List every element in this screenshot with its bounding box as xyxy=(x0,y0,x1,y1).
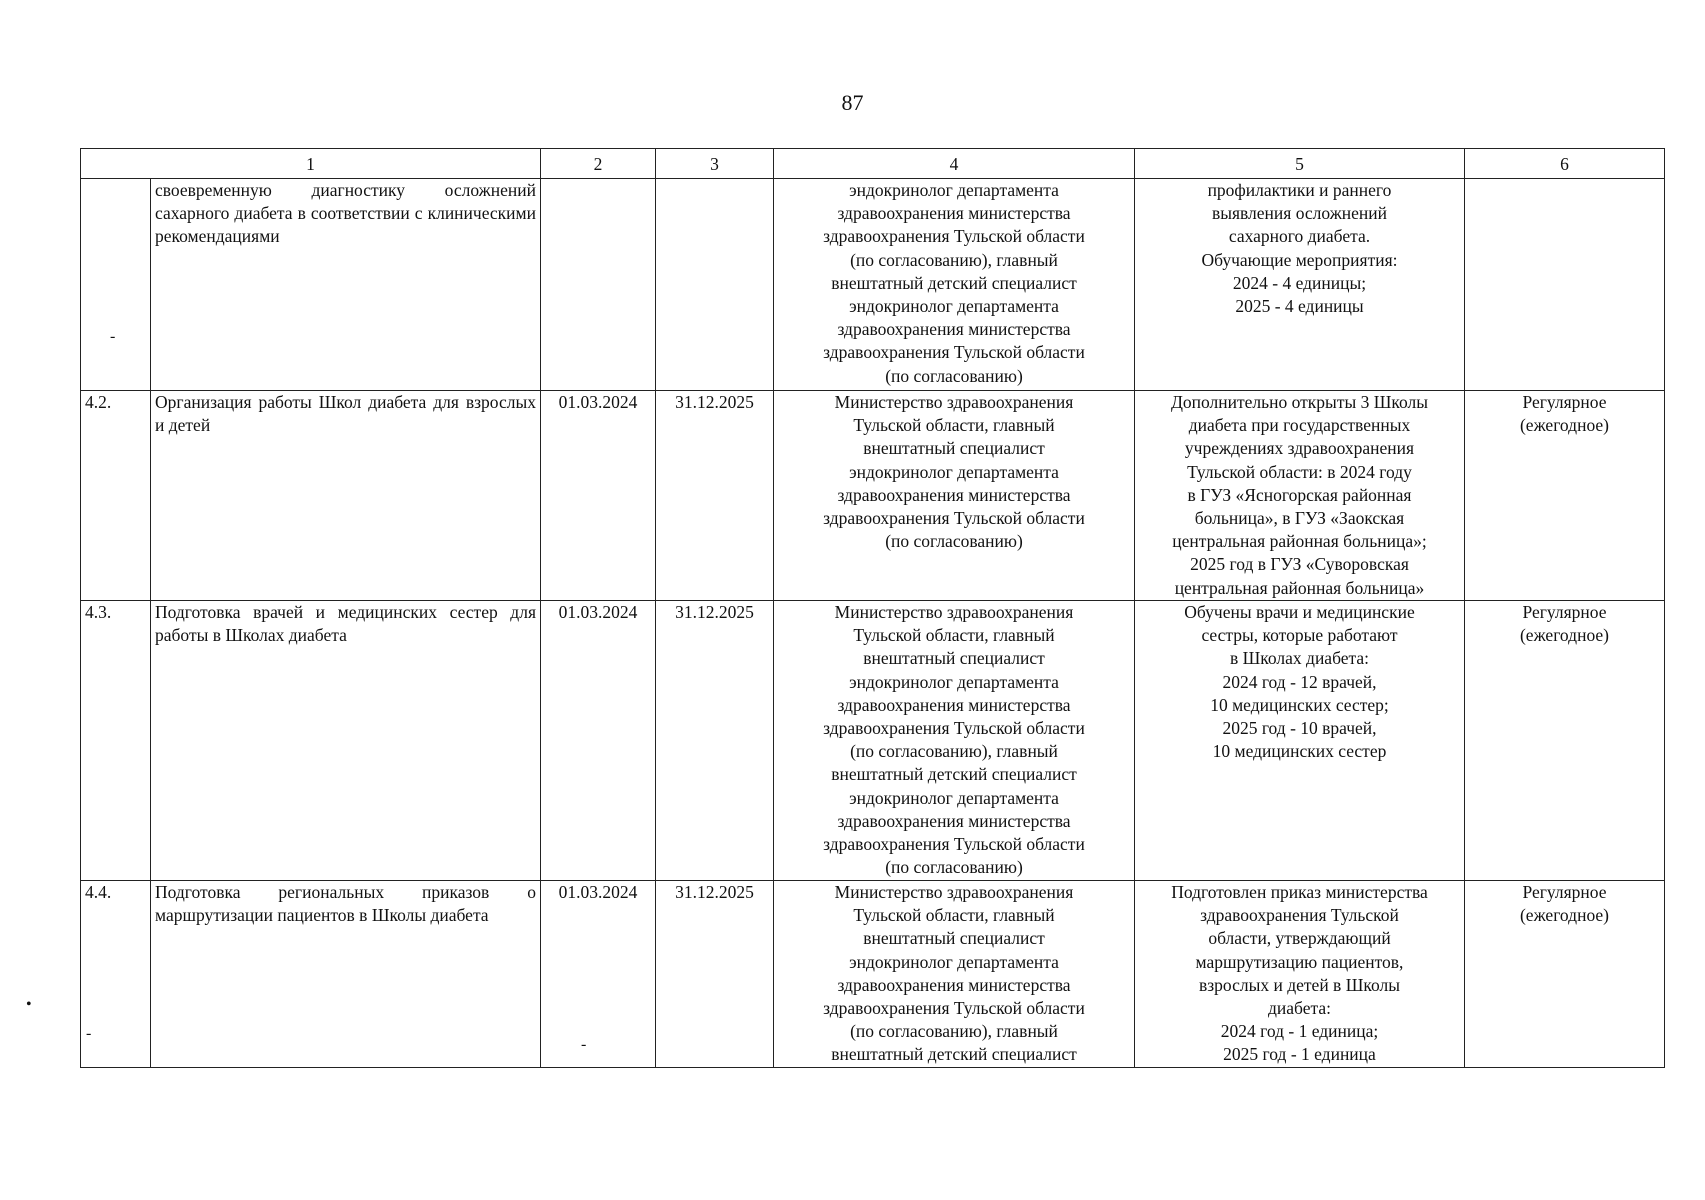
start-date: 01.03.2024 xyxy=(541,601,656,881)
responsible-cell xyxy=(774,391,1135,601)
cell-line: внештатный специалист xyxy=(863,648,1045,669)
cell-line: здравоохранения Тульской области xyxy=(823,834,1085,855)
cell-line: 2025 год - 1 единица xyxy=(1223,1044,1376,1065)
cell-line: здравоохранения Тульской области xyxy=(823,508,1085,529)
cell-line: выявления осложнений xyxy=(1211,203,1388,224)
cell-line: эндокринолог департамента xyxy=(849,180,1059,200)
column-number-2: 2 xyxy=(541,149,656,179)
periodicity-cell xyxy=(1465,601,1665,881)
measure-title: Подготовка врачей и медицинских сестер для работы в Школах диабета xyxy=(151,601,541,881)
measure-title: своевременную диагностику осложнений сахарного диабета в соответствии с клиническими рекомендациями xyxy=(151,179,541,391)
scan-mark: - xyxy=(86,1025,92,1042)
cell-line: 2025 год - 10 врачей, xyxy=(1222,718,1377,739)
cell-line: 2025 - 4 единицы xyxy=(1235,296,1364,317)
row-number xyxy=(81,179,151,391)
cell-line: Тульской области, главный xyxy=(853,905,1055,926)
row-number: 4.2. xyxy=(81,391,151,601)
cell-line: внештатный детский специалист xyxy=(831,1044,1077,1065)
cell-line: профилактики и раннего xyxy=(1207,180,1392,200)
cell-line: диабета при государственных xyxy=(1188,415,1411,436)
row-number: 4.4. xyxy=(81,881,151,1068)
cell-line: Обучающие мероприятия: xyxy=(1201,249,1398,270)
scan-mark: - xyxy=(110,328,116,345)
cell-line: внештатный специалист xyxy=(863,928,1045,949)
scan-mark: - xyxy=(581,1036,587,1053)
cell-line: здравоохранения министерства xyxy=(837,694,1071,715)
end-date xyxy=(656,179,774,391)
end-date: 31.12.2025 xyxy=(656,881,774,1068)
cell-line: центральная районная больница»; xyxy=(1172,531,1427,552)
cell-line: учреждениях здравоохранения xyxy=(1184,438,1415,459)
cell-line: 2025 год в ГУЗ «Суворовская xyxy=(1190,554,1409,575)
cell-line: 2024 год - 1 единица; xyxy=(1220,1021,1379,1042)
result-cell xyxy=(1135,601,1465,881)
cell-line: 2024 - 4 единицы; xyxy=(1232,272,1367,293)
cell-line: Подготовлен приказ министерства xyxy=(1171,882,1428,902)
result-cell xyxy=(1135,391,1465,601)
periodicity-cell xyxy=(1465,881,1665,1068)
responsible-cell xyxy=(774,881,1135,1068)
column-number-4: 4 xyxy=(774,149,1135,179)
page-number: 87 xyxy=(841,90,864,115)
cell-line: эндокринолог департамента xyxy=(849,461,1059,482)
cell-line: 10 медицинских сестер; xyxy=(1210,694,1389,715)
cell-line: сахарного диабета. xyxy=(1228,226,1371,247)
table-row xyxy=(81,601,1665,881)
cell-line: Регулярное xyxy=(1522,392,1607,412)
cell-line: (ежегодное) xyxy=(1519,415,1610,436)
cell-line: области, утверждающий xyxy=(1208,928,1391,949)
cell-line: здравоохранения Тульской области xyxy=(823,342,1085,363)
cell-line: эндокринолог департамента xyxy=(849,951,1059,972)
cell-line: Тульской области: в 2024 году xyxy=(1187,461,1412,482)
periodicity-cell xyxy=(1465,391,1665,601)
cell-line: Тульской области, главный xyxy=(853,415,1055,436)
scan-mark: • xyxy=(26,996,32,1013)
cell-line: маршрутизацию пациентов, xyxy=(1195,951,1404,972)
cell-line: (по согласованию) xyxy=(885,531,1023,552)
cell-line: Дополнительно открыты 3 Школы xyxy=(1170,392,1428,412)
cell-line: центральная районная больница» xyxy=(1174,577,1425,598)
cell-line: эндокринолог департамента xyxy=(849,296,1059,317)
cell-line: (по согласованию) xyxy=(885,857,1023,878)
cell-line: Министерство здравоохранения xyxy=(834,882,1074,902)
cell-line: 10 медицинских сестер xyxy=(1212,741,1387,762)
column-number-5: 5 xyxy=(1135,149,1465,179)
cell-line: здравоохранения министерства xyxy=(837,810,1071,831)
result-cell xyxy=(1135,179,1465,391)
cell-line: здравоохранения Тульской xyxy=(1200,905,1399,926)
measure-title: Подготовка региональных приказов о маршрутизации пациентов в Школы диабета xyxy=(151,881,541,1068)
cell-line: здравоохранения Тульской области xyxy=(823,718,1085,739)
cell-line: внештатный детский специалист xyxy=(831,764,1077,785)
responsible-cell xyxy=(774,179,1135,391)
cell-line: эндокринолог департамента xyxy=(849,671,1059,692)
cell-line: (ежегодное) xyxy=(1519,905,1610,926)
end-date: 31.12.2025 xyxy=(656,601,774,881)
cell-line: здравоохранения министерства xyxy=(837,974,1071,995)
end-date: 31.12.2025 xyxy=(656,391,774,601)
cell-line: внештатный специалист xyxy=(863,438,1045,459)
cell-line: (по согласованию), главный xyxy=(850,1021,1058,1042)
start-date xyxy=(541,179,656,391)
cell-line: Регулярное xyxy=(1522,882,1607,902)
start-date: 01.03.2024 xyxy=(541,391,656,601)
cell-line: (по согласованию) xyxy=(885,365,1023,386)
cell-line: внештатный детский специалист xyxy=(831,272,1077,293)
cell-line: Обучены врачи и медицинские xyxy=(1184,602,1415,622)
responsible-cell xyxy=(774,601,1135,881)
column-number-3: 3 xyxy=(656,149,774,179)
cell-line: 2024 год - 12 врачей, xyxy=(1222,671,1377,692)
table-row xyxy=(81,179,1665,391)
cell-line: здравоохранения министерства xyxy=(837,203,1071,224)
table-row xyxy=(81,391,1665,601)
cell-line: Министерство здравоохранения xyxy=(834,602,1074,622)
cell-line: здравоохранения Тульской области xyxy=(823,226,1085,247)
cell-line: сестры, которые работают xyxy=(1201,625,1398,646)
cell-line: (по согласованию), главный xyxy=(850,249,1058,270)
column-number-6: 6 xyxy=(1465,149,1665,179)
cell-line: в Школах диабета: xyxy=(1229,648,1370,669)
periodicity-cell xyxy=(1465,179,1665,391)
cell-line: (по согласованию), главный xyxy=(850,741,1058,762)
cell-line: в ГУЗ «Ясногорская районная xyxy=(1187,484,1412,505)
table-row xyxy=(81,881,1665,1068)
start-date: 01.03.2024 xyxy=(541,881,656,1068)
cell-line: Тульской области, главный xyxy=(853,625,1055,646)
cell-line: (ежегодное) xyxy=(1519,625,1610,646)
cell-line: здравоохранения министерства xyxy=(837,319,1071,340)
measures-table xyxy=(80,148,1665,1068)
cell-line: Регулярное xyxy=(1522,602,1607,622)
cell-line: эндокринолог департамента xyxy=(849,787,1059,808)
row-number: 4.3. xyxy=(81,601,151,881)
column-number-row xyxy=(81,149,1665,179)
result-cell xyxy=(1135,881,1465,1068)
cell-line: диабета: xyxy=(1268,998,1331,1019)
cell-line: здравоохранения Тульской области xyxy=(823,998,1085,1019)
cell-line: Министерство здравоохранения xyxy=(834,392,1074,412)
column-number-1: 1 xyxy=(81,149,541,179)
cell-line: больница», в ГУЗ «Заокская xyxy=(1194,508,1405,529)
cell-line: взрослых и детей в Школы xyxy=(1199,974,1400,995)
measure-title: Организация работы Школ диабета для взрослых и детей xyxy=(151,391,541,601)
cell-line: здравоохранения министерства xyxy=(837,484,1071,505)
